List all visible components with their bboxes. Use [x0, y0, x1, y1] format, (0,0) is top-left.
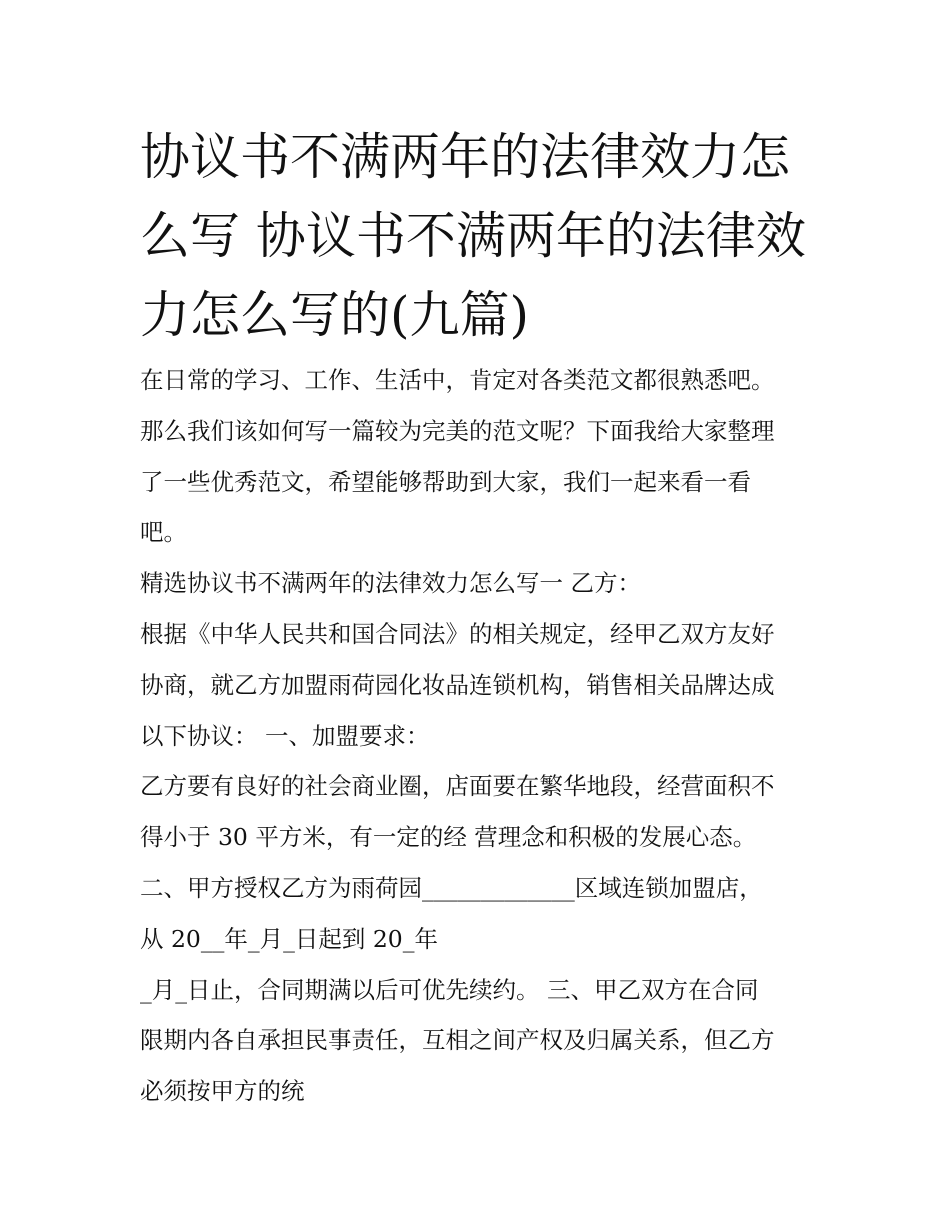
body-line: 协商，就乙方加盟雨荷园化妆品连锁机构，销售相关品牌达成 — [140, 670, 775, 699]
body-line: 限期内各自承担民事责任，互相之间产权及归属关系，但乙方 — [140, 1026, 775, 1055]
title-line-3: 力怎么写的(九篇) — [140, 286, 530, 344]
title-line-1: 协议书不满两年的法律效力怎 — [140, 128, 790, 186]
body-line: 二、甲方授权乙方为雨荷园_____________区域连锁加盟店， — [140, 873, 763, 902]
body-line: 那么我们该如何写一篇较为完美的范文呢？下面我给大家整理 — [140, 416, 775, 445]
body-line: 乙方要有良好的社会商业圈，店面要在繁华地段，经营面积不 — [140, 772, 775, 801]
body-line: 根据《中华人民共和国合同法》的相关规定，经甲乙双方友好 — [140, 619, 775, 648]
body-line: 得小于 30 平方米，有一定的经 营理念和积极的发展心态。 — [140, 823, 757, 852]
body-line: 了一些优秀范文，希望能够帮助到大家，我们一起来看一看 — [140, 467, 751, 496]
body-line: 在日常的学习、工作、生活中，肯定对各类范文都很熟悉吧。 — [140, 366, 775, 394]
body-line: 精选协议书不满两年的法律效力怎么写一 乙方： — [140, 569, 641, 598]
document-title — [140, 118, 830, 355]
body-line: 以下协议： 一、加盟要求： — [140, 721, 430, 750]
title-line-2: 么写 协议书不满两年的法律效 — [140, 207, 806, 265]
body-line: 从 20__年_月_日起到 20_年 — [140, 924, 438, 953]
body-line: 必须按甲方的统 — [140, 1077, 305, 1106]
body-line: 吧。 — [140, 518, 187, 547]
body-line: _月_日止，合同期满以后可优先续约。 三、甲乙双方在合同 — [140, 975, 759, 1004]
document-body — [140, 355, 840, 1117]
